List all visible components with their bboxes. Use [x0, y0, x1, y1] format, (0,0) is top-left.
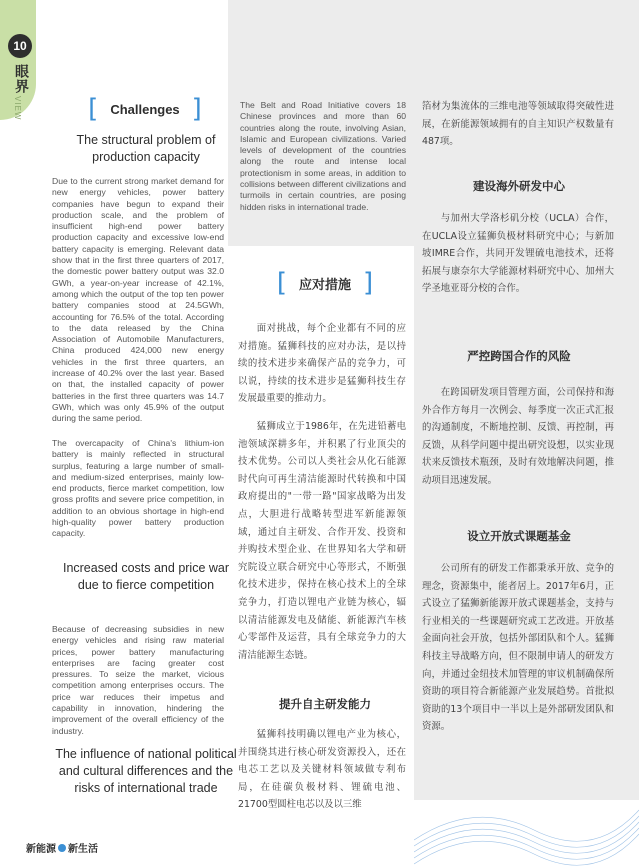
- paragraph-response: 面对挑战，每个企业都有不同的应对措施。猛狮科技的应对办法，是以持续的技术进步来确保产品的竞争力，可以说，持续的技术进步是猛狮科技生存发展最重要的推动力。: [238, 323, 406, 405]
- paragraph-belt-and-road: The Belt and Road Initiative covers 18 Chinese provinces and more than 60 countries along the route, involving Asian, Islamic and European civilizations. Varied levels of development of the countries along the route and intense local protectionism in some areas, in addition to collisions between different civilizations and turmoils in certain countries, are posing hidden risks in international trade.: [240, 100, 406, 212]
- heading-structural-problem: The structural problem of production capacity: [76, 133, 216, 164]
- paragraph-ucla: 与加州大学洛杉矶分校（UCLA）合作，在UCLA设立猛狮负极材料研究中心；与新加坡IMRE合作，共同开发锂硫电池技术，还将拓展与康奈尔大学能源材料研究中心、加州大学圣地亚哥分校的合作。: [422, 213, 614, 295]
- paragraph-company-history: 猛狮成立于1986年，在先进铅蓄电池领域深耕多年，并积累了行业顶尖的技术优势。公司以人类社会从化石能源时代向可再生清洁能源时代转换和中国政府提出的"一带一路"国家战略为出发点，大胆进行战略转型进军新能源领域，通过自主研发、合作开发、投资和并购技术型企业、在世界知名大学和研究院设立联合研究中心等形式，不断强化技术进步，保持在核心技术上的全球竞争力，打造以锂电产业链为核心，辐以清洁能源发电及储能、新能源汽车核心零部件及运营，具有全球竞争力的大清洁能源生态链。: [238, 421, 406, 661]
- footer-brand-text-2: 新生活: [68, 844, 98, 855]
- heading-rd-capability: 提升自主研发能力: [279, 697, 371, 711]
- challenges-label: Challenges: [110, 101, 180, 117]
- wave-decoration: [414, 780, 639, 867]
- paragraph-project-management: 在跨国研发项目管理方面，公司保持和海外合作方每月一次例会、每季度一次正式汇报的沟通制度，不断地控制、反馈、再控制，再反馈，从科学问题中提出研究设想，以实业现状来反馈技术瓶颈，及时有效地解决问题，推动项目迅速发展。: [422, 387, 614, 486]
- page-number: 10: [8, 34, 32, 58]
- heading-risk-control: 严控跨国合作的风险: [467, 349, 571, 363]
- heading-open-fund: 设立开放式课题基金: [467, 529, 571, 543]
- footer-brand-text: 新能源: [26, 844, 56, 855]
- measures-heading: [236, 270, 414, 296]
- bracket-right-icon: ]: [191, 94, 202, 124]
- section-title-cn: 眼界: [13, 64, 29, 94]
- paragraph-subsidies: Because of decreasing subsidies in new energy vehicles and rising raw material prices, power battery manufacturing enterprises are facing greater cost pressures. To seize the market, vicious competition among enterprises occurs. The price war reduces their impetus and capability in innovation, hindering the improvement of the overall efficiency of the industry.: [52, 624, 224, 736]
- footer-brand: [26, 840, 98, 855]
- heading-price-war: Increased costs and price war due to fierce competition: [62, 561, 230, 592]
- paragraph-open-fund: 公司所有的研发工作都秉承开放、竞争的理念，资源集中，能者居上。2017年6月，正式设立了猛狮新能源开放式课题基金，支持与行业相关的一些课题研究或工艺改进。开放基金面向社会开放，包括外部团队和个人。猛狮科技主导战略方向，但不限制申请人的研发方向，并通过金纽技术加管理的审议机制确保所资助的项目符合新能源产业发展趋势。首批拟资助的13个项目中一半以上是外部研发团队和资源。: [422, 563, 614, 733]
- bracket-right-icon: ]: [363, 268, 374, 298]
- heading-political-influence: The influence of national political and cultural differences and the risks of international trade: [55, 747, 237, 795]
- paragraph-rd-core: 猛狮科技明确以锂电产业为核心，并围绕其进行核心研发资源投入，还在电芯工艺以及关键材料领域做专利布局，在硅碳负极材料、锂硫电池、21700型圆柱电芯以及以三维: [238, 729, 406, 811]
- bracket-left-icon: [: [276, 268, 287, 298]
- section-title-en: VIEW: [13, 96, 22, 121]
- heading-overseas-rd: 建设海外研发中心: [473, 179, 565, 193]
- bracket-left-icon: [: [88, 94, 99, 124]
- paragraph-patents: 箔材为集流体的三维电池等领域取得突破性进展，在新能源领域拥有的自主知识产权数量有487项。: [422, 101, 614, 148]
- brand-dot-icon: [58, 844, 66, 852]
- paragraph-overcapacity: The overcapacity of China's lithium-ion battery is mainly reflected in structural surplus, featuring a large number of small-and medium-sized enterprises, mainly low-end products, fierce market competition, low gross profits and severe price competition, in addition to an obvious shortage in high-end high-quality power battery production capacity.: [52, 438, 224, 539]
- measures-label: 应对措施: [298, 277, 351, 293]
- paragraph-capacity-data: Due to the current strong market demand for new energy vehicles, power battery companies have begun to expand their production scale, and the problem of insufficient high-end power battery production capacity and excessive low-end battery capacity is emerging. Relevant data show that in the first three quarters of 2017, the domestic power battery output was 32.0 GWh, a year-on-year increase of 42.1%, among which the output of the top ten power battery companies stood at 24.5GWh, accounting for 76.5% of the total. According to the data released by the China Association of Automobile Manufacturers, China produced 424,000 new energy vehicles in the first three quarters, an increase of 40.2% over the last year. Based on that, the installed capacity of power batteries in the first three quarters was 14.7 GWh, which was only 45.9% of the output during the same period.: [52, 176, 224, 424]
- challenges-heading: [60, 96, 230, 122]
